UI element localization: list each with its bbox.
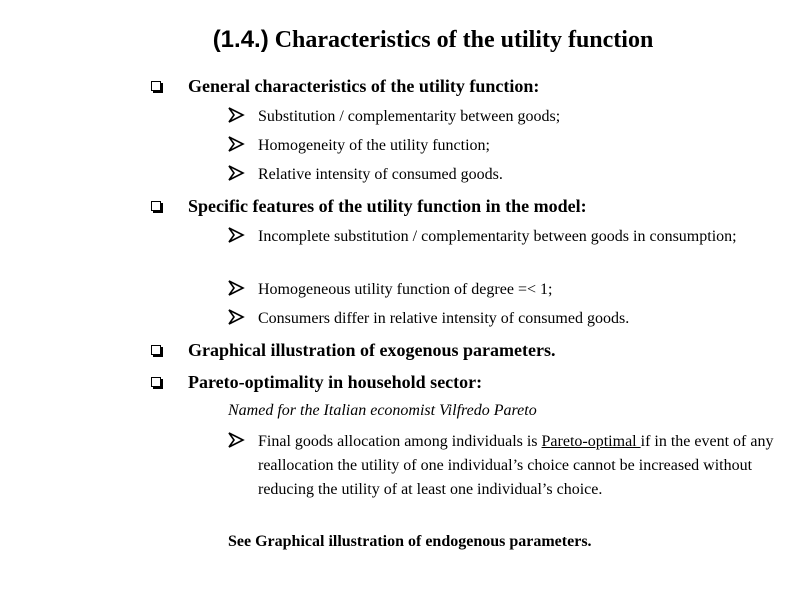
arrowhead-bullet-icon <box>226 279 246 297</box>
arrowhead-bullet-icon <box>226 308 246 326</box>
title-text: Characteristics of the utility function <box>274 27 654 53</box>
arrowhead-bullet-icon <box>226 135 246 153</box>
checkbox-bullet-icon <box>151 345 161 355</box>
title-number: (1.4.) <box>212 26 269 53</box>
arrowhead-bullet-icon <box>226 226 246 244</box>
arrowhead-bullet-icon <box>226 164 246 182</box>
arrowhead-bullet-icon <box>226 106 246 124</box>
checkbox-bullet-icon <box>151 81 161 91</box>
list-item: Incomplete substitution / complementarity between goods in consumption; <box>258 225 758 249</box>
list-item: Consumers differ in relative intensity of consumed goods. <box>258 307 778 331</box>
section-heading-specific: Specific features of the utility function in the model: <box>188 196 587 217</box>
list-item: Homogeneous utility function of degree =< 1; <box>258 278 778 302</box>
section-heading-graphical: Graphical illustration of exogenous parameters. <box>188 340 555 361</box>
list-item: Substitution / complementarity between goods; <box>258 105 778 129</box>
see-also-note: See Graphical illustration of endogenous parameters. <box>228 533 592 550</box>
section-heading-pareto: Pareto-optimality in household sector: <box>188 372 482 393</box>
pareto-note: Named for the Italian economist Vilfredo Pareto <box>228 402 537 419</box>
section-heading-general: General characteristics of the utility function: <box>188 76 539 97</box>
list-item: Homogeneity of the utility function; <box>258 134 778 158</box>
checkbox-bullet-icon <box>151 377 161 387</box>
slide-title <box>0 26 800 54</box>
pareto-optimal-link[interactable]: Pareto-optimal <box>541 433 641 450</box>
list-item: Relative intensity of consumed goods. <box>258 163 778 187</box>
pareto-definition: Final goods allocation among individuals is Pareto-optimal if in the event of any reallocation the utility of one individual’s choice cannot be increased without reducing the utility of at least one individual’s choice. <box>258 430 774 502</box>
checkbox-bullet-icon <box>151 201 161 211</box>
arrowhead-bullet-icon <box>226 431 246 449</box>
